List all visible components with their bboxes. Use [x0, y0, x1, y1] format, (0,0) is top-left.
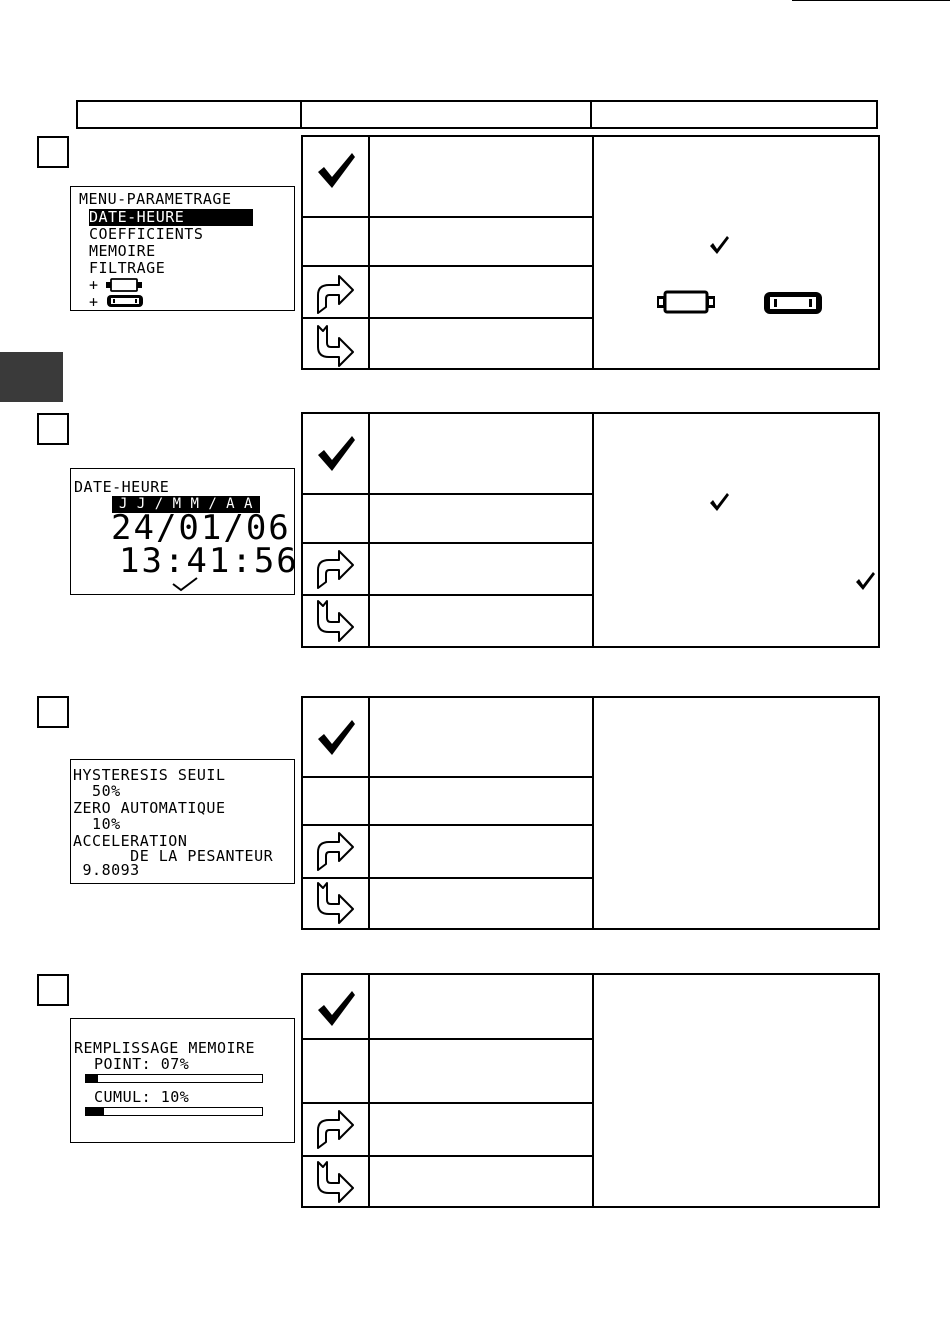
step-marker-2 [37, 413, 69, 445]
check-icon [315, 149, 357, 191]
check-icon [315, 987, 357, 1029]
check-icon [171, 576, 199, 592]
chapter-tab [0, 352, 63, 402]
arrow-up-right-icon [313, 271, 357, 315]
check-icon [708, 234, 730, 256]
lcd-title: DATE-HEURE [74, 478, 170, 496]
header-divider-2 [590, 102, 592, 127]
lcd-cumul-label: CUMUL: 10% [94, 1088, 190, 1106]
sensor-icon [655, 288, 717, 316]
arrow-up-right-icon [313, 1106, 357, 1150]
lcd-remplissage-memoire [70, 1018, 295, 1143]
check-icon [315, 716, 357, 758]
arrow-down-right-icon [313, 598, 357, 642]
check-icon [315, 432, 357, 474]
page-top-rule [0, 0, 950, 1]
battery-icon [105, 294, 145, 308]
lcd-time-value[interactable]: 13:41:56 [119, 541, 299, 581]
point-progress-fill [86, 1075, 98, 1082]
lcd-zero-label: ZERO AUTOMATIQUE [73, 799, 226, 817]
battery-icon [762, 290, 824, 316]
key-table-2 [301, 412, 880, 648]
arrow-up-right-icon [313, 546, 357, 590]
lcd-item-coefficients[interactable]: COEFFICIENTS [89, 225, 204, 243]
cumul-progress-fill [86, 1108, 104, 1115]
lcd-date-format: J J / M M / A A [112, 496, 260, 513]
header-divider-1 [300, 102, 302, 127]
lcd-date-value[interactable]: 24/01/06 [111, 508, 291, 548]
key-table-1 [301, 135, 880, 370]
step-marker-4 [37, 974, 69, 1006]
check-icon [854, 570, 876, 592]
lcd-point-label: POINT: 07% [94, 1055, 190, 1073]
lcd-item-plus-2[interactable]: + [89, 293, 99, 311]
lcd-coefficients [70, 759, 295, 884]
arrow-up-right-icon [313, 828, 357, 872]
check-icon [708, 491, 730, 513]
lcd-hysteresis-value[interactable]: 50% [73, 782, 121, 800]
cumul-progress-bar [85, 1107, 263, 1116]
lcd-zero-value[interactable]: 10% [73, 815, 121, 833]
header-table [76, 100, 878, 129]
point-progress-bar [85, 1074, 263, 1083]
lcd-acceleration-label: ACCELERATION [73, 832, 188, 850]
step-marker-3 [37, 696, 69, 728]
arrow-down-right-icon [313, 880, 357, 924]
lcd-item-filtrage[interactable]: FILTRAGE [89, 259, 166, 277]
arrow-down-right-icon [313, 1159, 357, 1203]
lcd-title: REMPLISSAGE MEMOIRE [74, 1039, 256, 1057]
step-marker-1 [37, 136, 69, 168]
lcd-item-plus-1[interactable]: + [89, 276, 99, 294]
key-table-4 [301, 973, 880, 1208]
lcd-menu-parametrage [70, 186, 295, 311]
key-table-3 [301, 696, 880, 930]
lcd-item-memoire[interactable]: MEMOIRE [89, 242, 156, 260]
lcd-item-date-heure[interactable]: DATE-HEURE [89, 209, 253, 226]
lcd-pesanteur-label: DE LA PESANTEUR [73, 847, 274, 865]
lcd-hysteresis-label: HYSTERESIS SEUIL [73, 766, 226, 784]
lcd-date-heure [70, 468, 299, 595]
lcd-acceleration-value[interactable]: 9.8093 [73, 861, 140, 879]
lcd-title: MENU-PARAMETRAGE [79, 190, 232, 208]
arrow-down-right-icon [313, 323, 357, 367]
sensor-icon [105, 277, 143, 293]
